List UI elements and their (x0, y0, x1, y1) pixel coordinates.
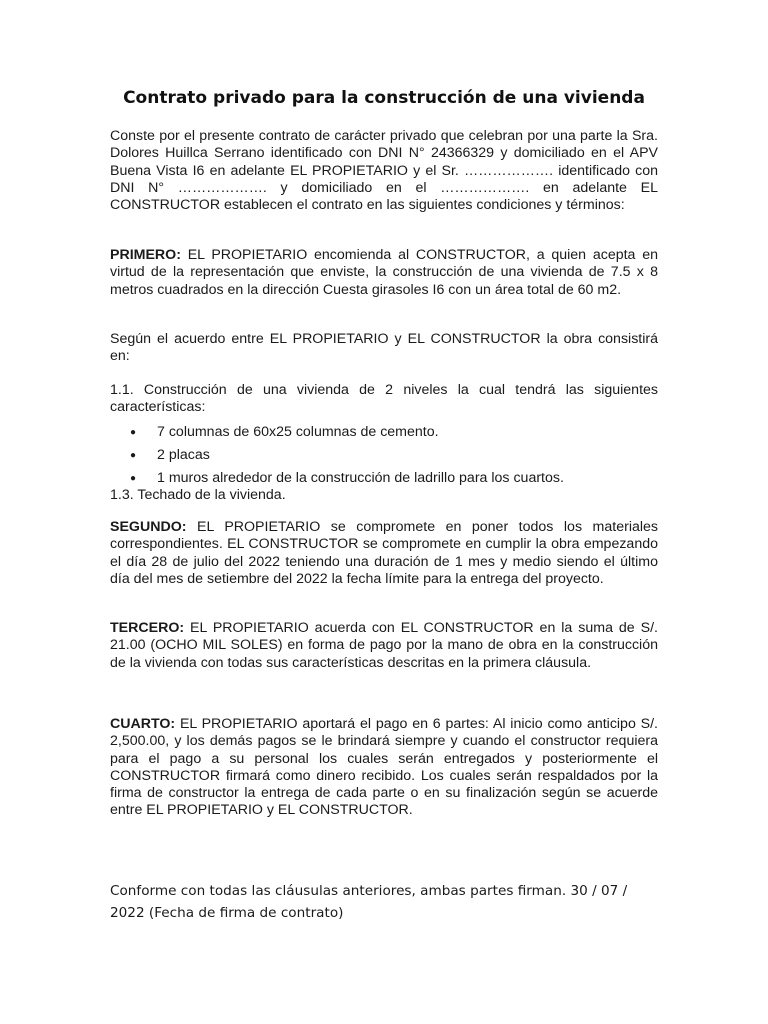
agreement-paragraph: Según el acuerdo entre EL PROPIETARIO y EL CONSTRUCTOR la obra consistirá en: (110, 331, 658, 365)
clause-cuarto-label: CUARTO: (110, 716, 176, 732)
bullet-text: 1 muros alrededor de la construcción de ladrillo para los cuartos. (157, 470, 564, 486)
clause-primero (110, 247, 658, 299)
document-title: Contrato privado para la construcción de una vivienda (123, 88, 645, 108)
closing-statement: Conforme con todas las cláusulas anteriores, ambas partes firman. 30 / 07 / 2022 (Fecha de firma de contrato) (110, 883, 628, 921)
clause-tercero-text: EL PROPIETARIO acuerda con EL CONSTRUCTOR en la suma de S/. 21.00 (OCHO MIL SOLES) en forma de pago por la mano de obra en la construcción de la vivienda con todas sus características descritas en la primera cláusula. (110, 620, 658, 671)
clause-cuarto (110, 716, 658, 820)
bullet-icon: ● (130, 427, 137, 438)
clause-cuarto-text: EL PROPIETARIO aportará el pago en 6 partes: Al inicio como anticipo S/. 2,500.00, y los demás pagos se le brindará siempre y cuando el constructor requiera para el pago a su personal los cuales serán entregados y posteriormente el CONSTRUCTOR firmará como dinero recibido. Los cuales serán respaldados por la firma de constructor la entrega de cada parte o en su finalización según se acuerde entre EL PROPIETARIO y EL CONSTRUCTOR. (110, 716, 658, 819)
bullet-icon: ● (130, 473, 137, 484)
clause-segundo (110, 519, 658, 588)
clause-primero-label: PRIMERO: (110, 247, 181, 263)
bullet-text: 7 columnas de 60x25 columnas de cemento. (157, 424, 439, 440)
bullet-icon: ● (130, 450, 137, 461)
intro-paragraph: Conste por el presente contrato de carácter privado que celebran por una parte la Sra. Dolores Huillca Serrano identificado con DNI N° 24366329 y domiciliado en el APV Buena Vista I6 en adelante EL PROPIETARIO y el Sr. ………………. identificado con DNI N° ………………. y domiciliado en el ………………. en adelante EL CONSTRUCTOR establecen el contrato en las siguientes condiciones y términos: (110, 128, 658, 214)
clause-segundo-label: SEGUNDO: (110, 519, 187, 535)
clause-segundo-text: EL PROPIETARIO se compromete en poner todos los materiales correspondientes. EL CONSTRUCTOR se compromete en cumplir la obra empezando el día 28 de julio del 2022 teniendo una duración de 1 mes y medio siendo el último día del mes de setiembre del 2022 la fecha límite para la entrega del proyecto. (110, 519, 658, 587)
clause-tercero-label: TERCERO: (110, 620, 185, 636)
clause-tercero (110, 620, 658, 672)
bullet-text: 2 placas (157, 447, 210, 463)
item-1-3: 1.3. Techado de la vivienda. (110, 487, 286, 503)
clause-primero-text: EL PROPIETARIO encomienda al CONSTRUCTOR, a quien acepta en virtud de la representación que enviste, la construcción de una vivienda de 7.5 x 8 metros cuadrados en la dirección Cuesta girasoles I6 con un área total de 60 m2. (110, 247, 658, 298)
item-1-1: 1.1. Construcción de una vivienda de 2 niveles la cual tendrá las siguientes características: (110, 382, 658, 416)
